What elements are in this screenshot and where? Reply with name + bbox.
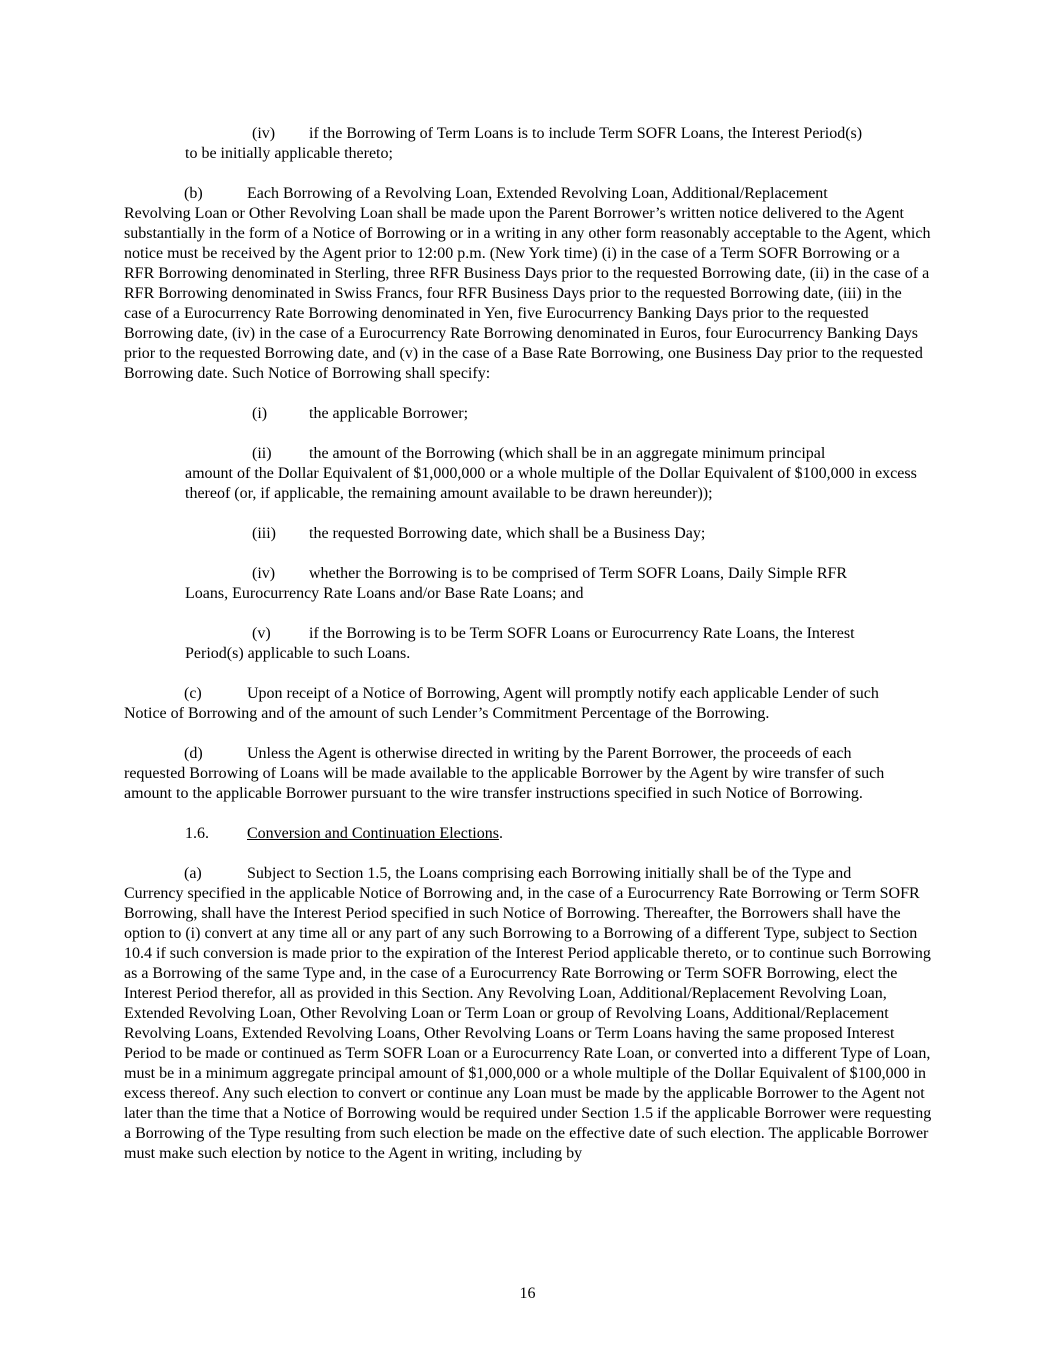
clause-text: the applicable Borrower; [309,405,469,422]
clause-1-6-a [124,864,932,1164]
section-heading [124,824,932,844]
clause-d [124,744,932,804]
clause-text: Unless the Agent is otherwise directed in writing by the Parent Borrower, the proceeds of each [247,745,852,762]
clause-text: if the Borrowing is to be Term SOFR Loans or Eurocurrency Rate Loans, the Interest [309,625,855,642]
clause-text: Each Borrowing of a Revolving Loan, Extended Revolving Loan, Additional/Replacement [247,185,828,202]
clause-text: Subject to Section 1.5, the Loans comprising each Borrowing initially shall be of the Type and [247,865,852,882]
clause-label: (iii) [252,525,276,542]
clause-continuation: Currency specified in the applicable Notice of Borrowing and, in the case of a Eurocurrency Rate Borrowing or Term SOFR Borrowing, shall have the Interest Period specified in such Notice of Borrowing. Thereafter, the Borrowers shall have the option to (i) convert at any time all or any part of any such Borrowing to a Borrowing of a different Type, subject to Section 10.4 if such conversion is made prior to the expiration of the Interest Period applicable thereto, or to continue such Borrowing as a Borrowing of the same Type and, in the case of a Eurocurrency Rate Borrowing or Term SOFR Borrowing, elect the Interest Period therefor, all as provided in this Section. Any Revolving Loan, Additional/Replacement Revolving Loan, Extended Revolving Loan, Other Revolving Loan or Term Loan or group of Revolving Loans, Additional/Replacement Revolving Loans, Extended Revolving Loans, Other Revolving Loans or Term Loans having the same proposed Interest Period to be made or continued as Term SOFR Loan or a Eurocurrency Rate Loan, or converted into a different Type of Loan, must be in a minimum aggregate principal amount of $1,000,000 or a whole multiple of the Dollar Equivalent of $100,000 in excess thereof. Any such election to convert or continue any Loan must be made by the applicable Borrower to the Agent not later than the time that a Notice of Borrowing would be required under Section 1.5 if the applicable Borrower were requesting a Borrowing of the Type resulting from such election be made on the effective date of such election. The applicable Borrower must make such election by notice to the Agent in writing, including by [124,885,932,1162]
clause-b-iv [124,564,932,604]
clause-c [124,684,932,724]
clause-continuation: Loans, Eurocurrency Rate Loans and/or Base Rate Loans; and [185,585,584,602]
clause-continuation: Period(s) applicable to such Loans. [185,645,411,662]
clause-label: (ii) [252,445,272,462]
document-page [124,124,932,1184]
clause-b-iii [124,524,932,544]
clause-label: (v) [252,625,271,642]
clause-label: (iv) [252,565,276,582]
clause-continuation: Revolving Loan or Other Revolving Loan shall be made upon the Parent Borrower’s written notice delivered to the Agent substantially in the form of a Notice of Borrowing or in a writing in any other form reasonably acceptable to the Agent, which notice must be received by the Agent prior to 12:00 p.m. (New York time) (i) in the case of a Term SOFR Borrowing or a RFR Borrowing denominated in Sterling, three RFR Business Days prior to the requested Borrowing date, (ii) in the case of a RFR Borrowing denominated in Swiss Francs, four RFR Business Days prior to the requested Borrowing date, (iii) in the case of a Eurocurrency Rate Borrowing denominated in Yen, five Eurocurrency Banking Days prior to the requested Borrowing date, (iv) in the case of a Eurocurrency Rate Borrowing denominated in Euros, four Eurocurrency Banking Days prior to the requested Borrowing date, and (v) in the case of a Base Rate Borrowing, one Business Day prior to the requested Borrowing date. Such Notice of Borrowing shall specify: [124,205,931,382]
section-title-period: . [498,825,503,842]
clause-continuation: to be initially applicable thereto; [185,145,393,162]
clause-text: if the Borrowing of Term Loans is to include Term SOFR Loans, the Interest Period(s) [309,125,863,142]
section-title: Conversion and Continuation Elections [247,825,499,842]
clause-continuation: amount of the Dollar Equivalent of $1,000,000 or a whole multiple of the Dollar Equivalent of $100,000 in excess thereof (or, if applicable, the remaining amount available to be drawn hereunder)); [185,465,917,502]
clause-b [124,184,932,384]
clause-label: (a) [184,865,202,882]
clause-continuation: Notice of Borrowing and of the amount of such Lender’s Commitment Percentage of the Borrowing. [124,705,770,722]
section-number: 1.6. [185,825,209,842]
clause-continuation: requested Borrowing of Loans will be made available to the applicable Borrower by the Agent by wire transfer of such amount to the applicable Borrower pursuant to the wire transfer instructions specified in such Notice of Borrowing. [124,765,885,802]
clause-label: (iv) [252,125,276,142]
clause-text: whether the Borrowing is to be comprised of Term SOFR Loans, Daily Simple RFR [309,565,848,582]
clause-text: the requested Borrowing date, which shall be a Business Day; [309,525,706,542]
clause-a-iv [124,124,932,164]
clause-label: (i) [252,405,268,422]
page-number: 16 [519,1285,536,1302]
clause-text: the amount of the Borrowing (which shall be in an aggregate minimum principal [309,445,826,462]
clause-label: (d) [184,745,203,762]
clause-b-v [124,624,932,664]
clause-label: (b) [184,185,203,202]
clause-b-i [124,404,932,424]
clause-b-ii [124,444,932,504]
clause-text: Upon receipt of a Notice of Borrowing, Agent will promptly notify each applicable Lender of such [247,685,879,702]
clause-label: (c) [184,685,202,702]
